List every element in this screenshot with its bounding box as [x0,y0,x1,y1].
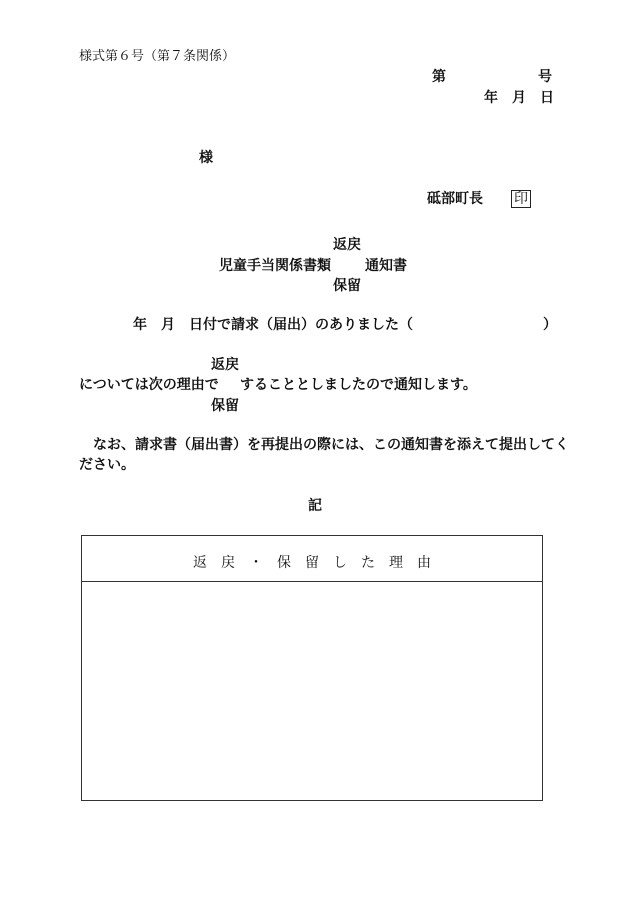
request-close-paren: ） [543,317,557,333]
title-suffix-text: 通知書 [365,258,407,274]
recipient-honorific: 様 [199,150,213,166]
seal-mark: 印 [511,190,531,208]
title-return-option: 返戻 [333,237,361,253]
form-id: 様式第６号（第７条関係） [79,49,236,64]
doc-number-prefix: 第 [432,69,446,85]
reason-text-after: することとしましたので通知します。 [240,377,477,393]
reason-hold-option: 保留 [211,398,239,414]
note-line-2: ださい。 [79,457,135,473]
reason-return-option: 返戻 [211,357,239,373]
reason-table [81,535,543,801]
reason-text-before: については次の理由で [79,377,219,393]
record-heading: 記 [308,498,322,514]
request-date-line: 年 月 日付で請求（届出）のありました（ [133,317,413,333]
reason-table-header [82,536,542,582]
doc-number-suffix: 号 [538,69,552,85]
issue-date: 年 月 日 [484,90,554,106]
reason-table-body[interactable] [82,582,542,800]
title-main-text: 児童手当関係書類 [219,258,331,274]
reason-table-header-label: 返 戻 ・ 保 留 し た 理 由 [193,555,431,571]
title-hold-option: 保留 [333,278,361,294]
issuer-name: 砥部町長 印 [427,190,531,208]
note-line-1: なお、請求書（届出書）を再提出の際には、この通知書を添えて提出してく [93,437,569,453]
